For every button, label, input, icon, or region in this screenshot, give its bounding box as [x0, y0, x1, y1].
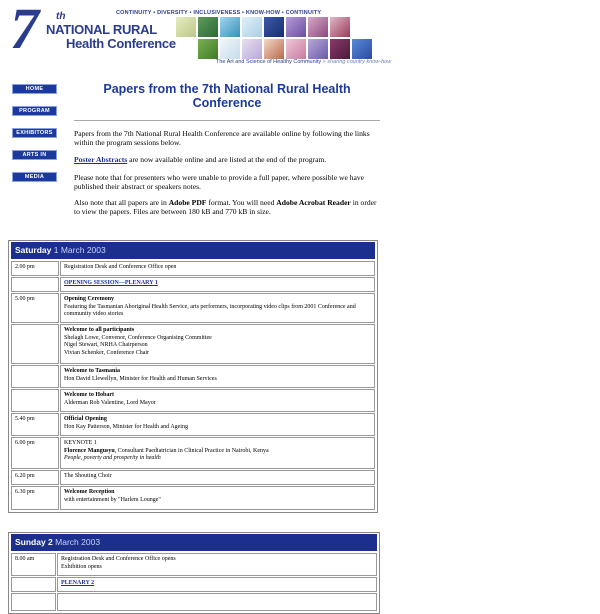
sunday-schedule-table: [8, 532, 380, 614]
banner-ordinal: th: [56, 11, 66, 22]
welcome-hobart: Welcome to Hobart: [64, 392, 114, 398]
exhibition-opens: Exhibition opens: [61, 563, 102, 570]
sat-event-1: Registration Desk and Conference Office open: [60, 261, 375, 276]
sat-event-4: [60, 324, 375, 364]
opening-ceremony-desc: Featuring the Tasmanian Aboriginal Health Service, arts performers, incorporating video clips from 2001 Conference and community video stories: [64, 303, 356, 318]
nav-media-button[interactable]: MEDIA: [12, 172, 57, 182]
sat-event-2: [60, 277, 375, 292]
welcome-hobart-speaker: Alderman Rob Valentine, Lord Mayor: [64, 399, 156, 406]
welcome-speaker-1: Shelagh Lowe, Convenor, Conference Organising Committee: [64, 334, 212, 341]
opening-ceremony: Opening Ceremony: [64, 296, 115, 302]
sun-event-2: [57, 577, 377, 592]
sunday-day: Sunday 2: [15, 537, 53, 547]
keynote-speaker-role: , Consultant Paediatrician in Clinical Practice in Nairobi, Kenya: [114, 447, 269, 454]
nav-program-button[interactable]: PROGRAM: [12, 106, 57, 116]
sat-time-3: 5.00 pm: [11, 293, 59, 323]
poster-paragraph: [74, 155, 384, 164]
pdf-format: Adobe PDF: [168, 198, 207, 207]
sat-event-3: [60, 293, 375, 323]
sat-time-4: [11, 324, 59, 364]
sunday-date: March 2003: [55, 537, 101, 547]
sat-time-1: 2.00 pm: [11, 261, 59, 276]
pdf-paragraph: [74, 198, 384, 217]
sat-time-5: [11, 365, 59, 388]
keynote-speaker: Florence Mangusyu: [64, 447, 115, 454]
official-opening: Official Opening: [64, 416, 107, 422]
welcome-speaker-3: Vivian Schenker, Conference Chair: [64, 349, 150, 356]
banner-motto-main: The Art and Science of Healthy Community: [216, 59, 322, 65]
sun-time-1: 8.00 am: [11, 553, 56, 576]
poster-paragraph-text: are now available online and are listed at the end of the program.: [127, 155, 327, 164]
sat-time-6: [11, 389, 59, 412]
sun-time-2: [11, 577, 56, 592]
banner-tagline: CONTINUITY • DIVERSITY • INCLUSIVENESS • KNOW-HOW • CONTINUITY: [116, 10, 322, 16]
banner-motto: [216, 59, 391, 65]
sun-time-3: [11, 593, 56, 611]
welcome-reception-desc: with entertainment by "Harlem Lounge": [64, 496, 161, 503]
sat-event-9: The Shouting Choir: [60, 470, 375, 485]
note-paragraph: Please note that for presenters who were unable to provide a full paper, where possible we have published their abstract or speakers notes.: [74, 173, 365, 192]
keynote-label: KEYNOTE 1: [64, 440, 97, 446]
sat-event-5: [60, 365, 375, 388]
welcome-speaker-2: Nigel Stewart, NRHA Chairperson: [64, 342, 148, 349]
page-title: Papers from the 7th National Rural Health Conference: [103, 82, 351, 110]
sat-time-10: 6.30 pm: [11, 486, 59, 510]
welcome-tasmania: Welcome to Tasmania: [64, 368, 121, 374]
sat-time-9: 6.20 pm: [11, 470, 59, 485]
welcome-participants: Welcome to all participants: [64, 327, 135, 333]
sat-event-6: [60, 389, 375, 412]
intro-paragraph: Papers from the 7th National Rural Health Conference are available online by following the links within the program sessions below.: [74, 129, 370, 148]
pdf-text-2: format. You will need: [206, 198, 277, 207]
sun-event-3: [57, 593, 377, 611]
keynote-title: People, poverty and prosperity in health: [64, 455, 161, 462]
conference-banner: [10, 0, 392, 68]
sat-time-8: 6.00 pm: [11, 437, 59, 469]
registration-opens: Registration Desk and Conference Office opens: [61, 556, 176, 562]
sat-time-7: 5.40 pm: [11, 413, 59, 436]
poster-abstracts-link[interactable]: Poster Abstracts: [74, 155, 128, 164]
pdf-text-3: in order to view the papers. Files are between 180 kB and 770 kB in size.: [74, 198, 377, 217]
sat-time-2: [11, 277, 59, 292]
plenary-2-link[interactable]: PLENARY 2: [61, 580, 95, 586]
welcome-reception: Welcome Reception: [64, 489, 115, 495]
title-divider: [74, 120, 380, 121]
pdf-text-1: Also note that all papers are in: [74, 198, 169, 207]
banner-motto-sub: » sharing country know-how: [322, 59, 392, 65]
official-opening-speaker: Hon Kay Patterson, Minister for Health and Ageing: [64, 423, 188, 430]
sat-event-8: [60, 437, 375, 469]
saturday-day: Saturday: [15, 245, 52, 255]
banner-title-line1: NATIONAL RURAL: [46, 22, 157, 37]
welcome-tasmania-speaker: Hon David Llewellyn, Minister for Health and Human Services: [64, 375, 217, 382]
nav-exhibitors-button[interactable]: EXHIBITORS: [12, 128, 57, 138]
sunday-header: [11, 534, 377, 551]
nav-home-button[interactable]: HOME: [12, 84, 57, 94]
banner-title-line2: Health Conference: [66, 36, 176, 51]
saturday-header: [11, 242, 375, 259]
sat-event-7: [60, 413, 375, 436]
opening-session-link[interactable]: OPENING SESSION—PLENARY 1: [64, 280, 158, 286]
saturday-date: 1 March 2003: [53, 245, 106, 255]
banner-number: 7: [10, 0, 39, 61]
sun-event-1: [57, 553, 377, 576]
saturday-schedule-table: [8, 240, 378, 513]
nav-arts-in-health-button[interactable]: ARTS IN HEALTH: [12, 150, 57, 160]
acrobat-reader: Adobe Acrobat Reader: [276, 198, 351, 207]
sat-event-10: [60, 486, 375, 510]
